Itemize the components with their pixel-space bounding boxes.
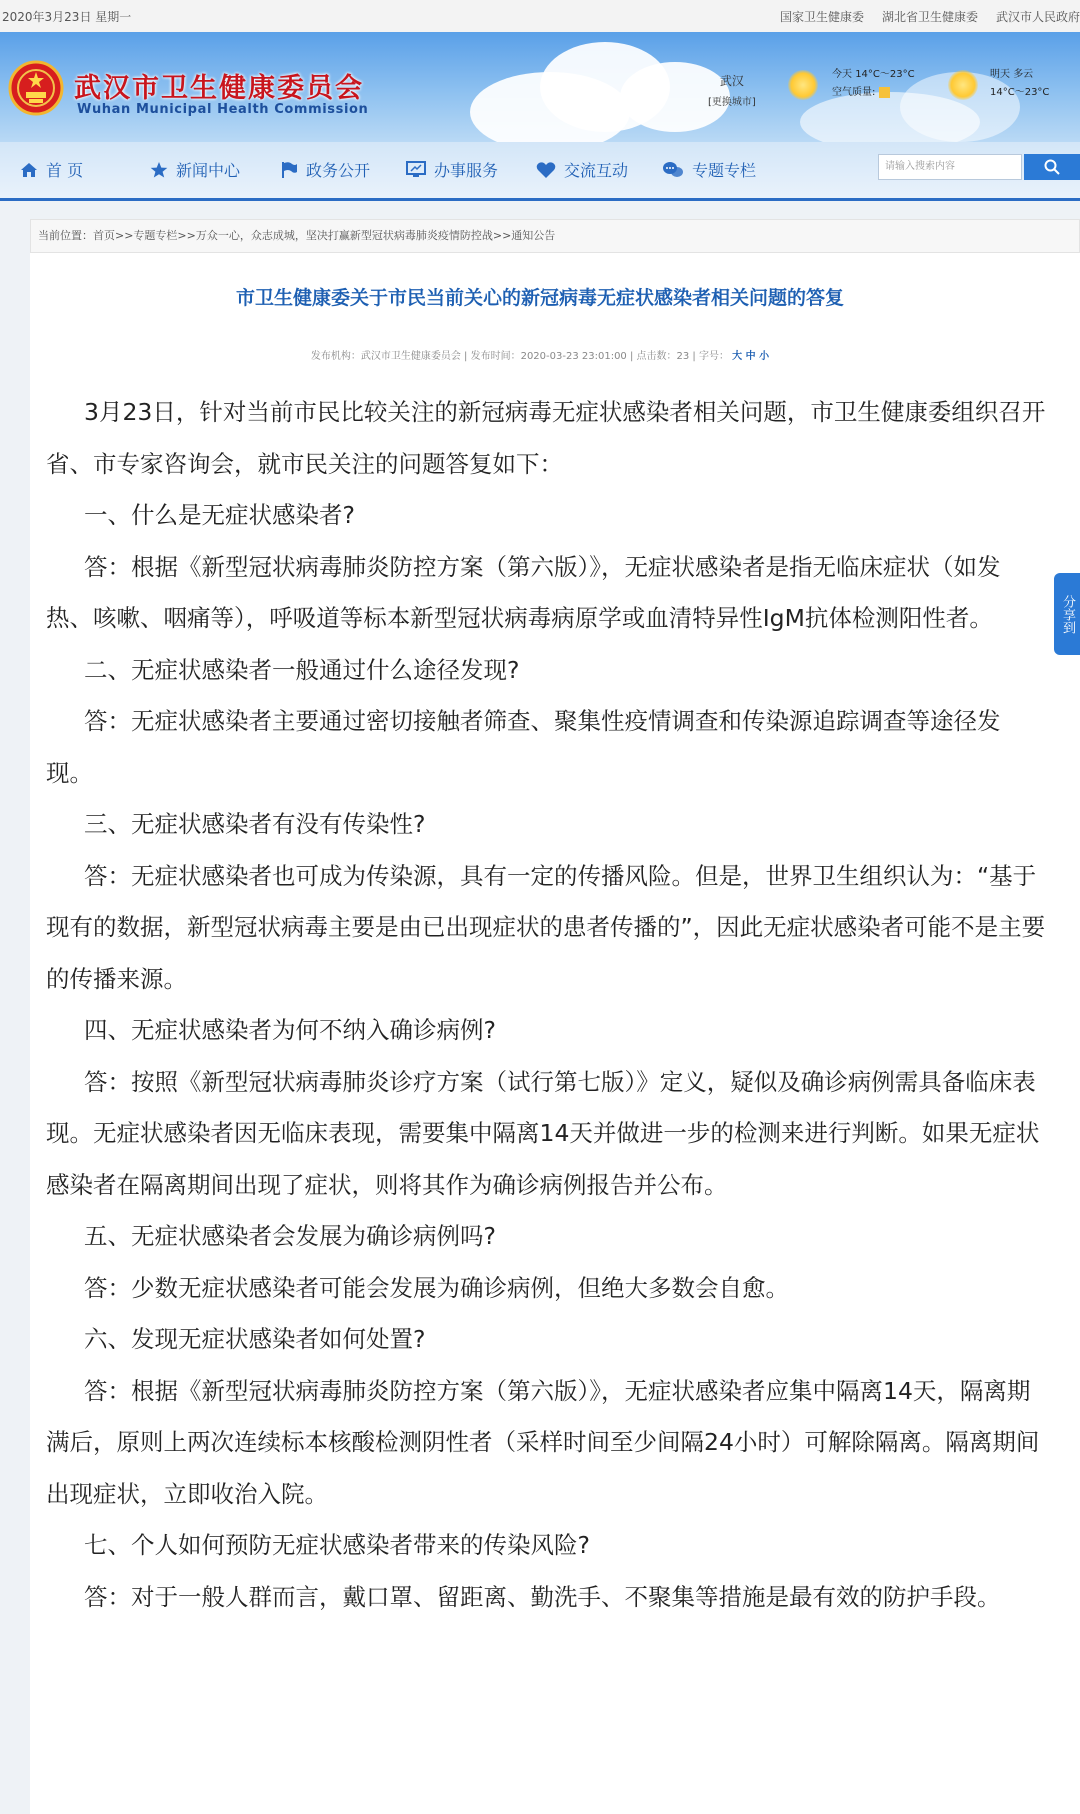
- question: 四、无症状感染者为何不纳入确诊病例?: [84, 1016, 496, 1044]
- sunny-icon: [788, 70, 818, 100]
- paragraph: 3月23日，针对当前市民比较关注的新冠病毒无症状感染者相关问题，市卫生健康委组织召开省、市专家咨询会，就市民关注的问题答复如下：: [46, 398, 1046, 478]
- share-tab[interactable]: [1054, 573, 1080, 655]
- star-icon: [150, 161, 168, 179]
- font-size-switch[interactable]: 大 中 小: [732, 351, 770, 362]
- tomorrow-weather: 明天 多云 14°C～23°C: [990, 69, 1050, 98]
- article: [30, 253, 1080, 1814]
- nav-news[interactable]: 新闻中心: [150, 158, 240, 181]
- site-header: [0, 32, 1080, 142]
- content-area: [0, 201, 1080, 1814]
- top-links: [762, 8, 1080, 25]
- answer: 答：根据《新型冠状病毒肺炎防控方案（第六版）》，无症状感染者是指无临床症状（如发热、咳嗽、咽痛等），呼吸道等标本新型冠状病毒病原学或血清特异性IgM抗体检测阳性者。: [46, 552, 1001, 632]
- answer: 答：按照《新型冠状病毒肺炎诊疗方案（试行第七版）》定义，疑似及确诊病例需具备临床表现。无症状感染者因无临床表现，需要集中隔离14天并做进一步的检测来进行判断。如果无症状感染者在隔离期间出现了症状，则将其作为确诊病例报告并公布。: [46, 1067, 1040, 1199]
- answer: 答：无症状感染者主要通过密切接触者筛查、聚集性疫情调查和传染源追踪调查等途径发现。: [46, 707, 1001, 787]
- search-input[interactable]: 请输入搜索内容: [878, 154, 1022, 180]
- city-selector[interactable]: [708, 72, 756, 108]
- aqi-indicator-icon: [879, 87, 890, 98]
- nav-home[interactable]: 首 页: [20, 158, 83, 181]
- nav-interaction[interactable]: 交流互动: [536, 158, 628, 181]
- heart-icon: [536, 161, 556, 179]
- partly-cloudy-icon: [948, 70, 978, 100]
- today-weather: 今天 14°C～23°C 空气质量:: [832, 69, 915, 98]
- link-nhc[interactable]: 国家卫生健康委: [779, 10, 864, 24]
- link-hubei-health[interactable]: 湖北省卫生健康委: [881, 10, 978, 24]
- site-name[interactable]: 武汉市卫生健康委员会: [74, 73, 364, 104]
- question: 七、个人如何预防无症状感染者带来的传染风险?: [84, 1531, 590, 1559]
- answer: 答：根据《新型冠状病毒肺炎防控方案（第六版）》，无症状感染者应集中隔离14天，隔离期满后，原则上两次连续标本核酸检测阴性者（采样时间至少间隔24小时）可解除隔离。隔离期间出现症状，立即收治入院。: [46, 1376, 1040, 1508]
- site-name-en: Wuhan Municipal Health Commission: [77, 102, 369, 117]
- share-label: 分享到: [1060, 594, 1075, 634]
- national-emblem-icon[interactable]: [8, 60, 64, 116]
- question: 五、无症状感染者会发展为确诊病例吗?: [84, 1222, 496, 1250]
- nav-special-topics[interactable]: 专题专栏: [662, 158, 756, 181]
- search-icon: [1044, 159, 1060, 175]
- question: 三、无症状感染者有没有传染性?: [84, 810, 426, 838]
- top-utility-bar: [0, 0, 1080, 33]
- flag-icon: [280, 161, 298, 179]
- link-wuhan-gov[interactable]: 武汉市人民政府: [995, 10, 1080, 24]
- home-icon: [20, 161, 38, 179]
- answer: 答：无症状感染者也可成为传染源，具有一定的传播风险。但是，世界卫生组织认为：“基于现有的数据，新型冠状病毒主要是由已出现症状的患者传播的”，因此无症状感染者可能不是主要的传播来源。: [46, 861, 1046, 993]
- current-date: 2020年3月23日 星期一: [2, 10, 132, 24]
- article-title: 市卫生健康委关于市民当前关心的新冠病毒无症状感染者相关问题的答复: [235, 287, 844, 309]
- search-button[interactable]: [1024, 154, 1080, 180]
- nav-services[interactable]: 办事服务: [406, 158, 498, 181]
- question: 二、无症状感染者一般通过什么途径发现?: [84, 655, 520, 684]
- main-nav: [0, 142, 1080, 201]
- answer: 答：少数无症状感染者可能会发展为确诊病例，但绝大多数会自愈。: [84, 1273, 789, 1302]
- nav-gov-affairs[interactable]: 政务公开: [280, 158, 370, 181]
- monitor-icon: [406, 161, 426, 179]
- article-body: [46, 387, 1046, 1623]
- chat-icon: [662, 161, 684, 179]
- article-meta: [30, 347, 1050, 362]
- answer: 答：对于一般人群而言，戴口罩、留距离、勤洗手、不聚集等措施是最有效的防护手段。: [84, 1582, 1001, 1611]
- meta-info: 发布机构：武汉市卫生健康委员会 | 发布时间：2020-03-23 23:01:00 | 点击数：23 | 字号：: [310, 351, 729, 362]
- question: 一、什么是无症状感染者?: [84, 501, 355, 529]
- city-name: 武汉: [719, 74, 744, 88]
- switch-city-link[interactable]: [更换城市]: [708, 97, 756, 108]
- breadcrumb[interactable]: 当前位置：首页>>专题专栏>>万众一心，众志成城，坚决打赢新型冠状病毒肺炎疫情防控战>>通知公告: [30, 219, 1080, 253]
- question: 六、发现无症状感染者如何处置?: [84, 1325, 426, 1353]
